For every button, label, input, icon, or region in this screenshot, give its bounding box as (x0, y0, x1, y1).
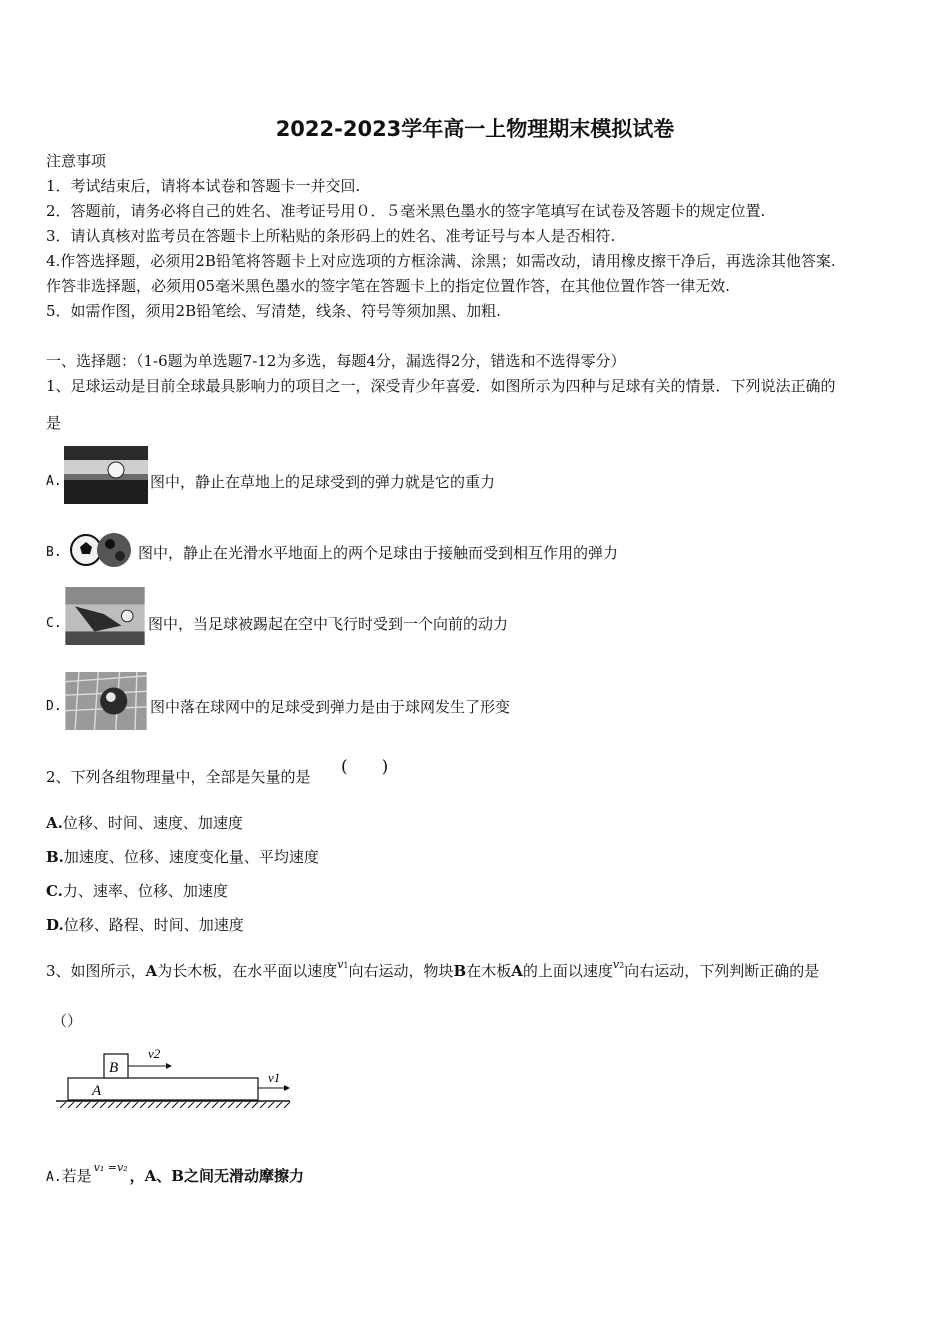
option-text: ，A、B之间无滑动摩擦力 (129, 1167, 304, 1185)
symbol-v2 (613, 954, 624, 972)
symbol-a: A (145, 962, 158, 980)
board-block-diagram (56, 1044, 292, 1112)
stem-text: 的上面以速度 (522, 962, 613, 980)
q3-stem (46, 958, 820, 984)
option-text: 图中，静止在草地上的足球受到的弹力就是它的重力 (150, 473, 496, 491)
q2-option-d (46, 915, 244, 935)
option-letter: A. (46, 474, 62, 489)
v-subscript: 2 (619, 961, 625, 970)
option-text: 加速度、位移、速度变化量、平均速度 (63, 848, 319, 866)
q2-option-b (46, 847, 319, 867)
stem-text: 为长木板，在水平面以速度 (157, 962, 338, 980)
notice-item: 4.作答选择题，必须用2B铅笔将答题卡上对应选项的方框涂满、涂黑；如需改动，请用橡皮擦干净后，再选涂其他答案. (46, 252, 836, 270)
arrow-head-icon (166, 1063, 172, 1069)
answer-bracket: （） (52, 1012, 83, 1030)
option-letter: D. (46, 699, 62, 714)
equation: v₁ =v₂ (93, 1161, 128, 1174)
option-text: 图中，静止在光滑水平地面上的两个足球由于接触而受到相互作用的弹力 (138, 544, 619, 562)
symbol-v1 (337, 954, 348, 972)
notice-heading: 注意事项 (46, 152, 107, 170)
option-letter: B. (46, 545, 62, 560)
v-symbol: v (612, 958, 620, 971)
v-subscript: 1 (343, 961, 349, 970)
page-title: 2022-2023学年高一上物理期末模拟试卷 (275, 117, 675, 141)
option-text: 图中落在球网中的足球受到弹力是由于球网发生了形变 (150, 698, 511, 716)
stem-text: 在木板 (466, 962, 512, 980)
option-letter: C. (46, 616, 62, 631)
q2-option-c (46, 881, 228, 901)
stem-text: 3、如图所示， (46, 962, 146, 980)
option-letter: A. (46, 1170, 62, 1185)
notice-item: 2．答题前，请务必将自己的姓名、准考证号用０．５毫米黑色墨水的签字笔填写在试卷及答题卡的规定位置. (46, 202, 766, 220)
symbol-b: B (453, 962, 467, 980)
option-text: 力、速率、位移、加速度 (62, 882, 228, 900)
notice-item: 5．如需作图，须用2B铅笔绘、写清楚，线条、符号等须加黑、加粗. (46, 302, 501, 320)
option-text: 位移、时间、速度、加速度 (62, 814, 243, 832)
v-symbol: v (337, 958, 344, 971)
q1-stem: 1、足球运动是目前全球最具影响力的项目之一，深受青少年喜爱．如图所示为四种与足球有关的情景．下列说法正确的 (46, 377, 836, 395)
option-text: 图中，当足球被踢起在空中飞行时受到一个向前的动力 (148, 615, 509, 633)
stem-text: 向右运动，物块 (348, 962, 454, 980)
kicked-football-photo (64, 587, 146, 645)
option-letter: A. (46, 814, 63, 832)
notice-item: 作答非选择题，必须用05毫米黑色墨水的签字笔在答题卡上的指定位置作答，在其他位置作答一律无效. (46, 277, 730, 295)
section-heading: 一、选择题：（1-6题为单选题7-12为多选，每题4分，漏选得2分，错选和不选得零分） (46, 352, 626, 370)
two-footballs-photo (64, 524, 136, 582)
q3-option-a (46, 1161, 304, 1188)
symbol-a: A (511, 962, 523, 980)
stem-text: 向右运动，下列判断正确的是 (624, 962, 820, 980)
label-b: B (109, 1060, 119, 1076)
notice-item: 1．考试结束后，请将本试卷和答题卡一并交回. (46, 177, 361, 195)
label-v2: v2 (148, 1046, 161, 1061)
label-v1: v1 (268, 1070, 281, 1085)
q2-option-a (46, 813, 243, 833)
q2-stem: 2、下列各组物理量中，全部是矢量的是 (46, 768, 311, 786)
football-in-net-photo (64, 672, 148, 730)
notice-item: 3．请认真核对监考员在答题卡上所粘贴的条形码上的姓名、准考证号与本人是否相符. (46, 227, 616, 245)
label-a: A (92, 1083, 102, 1099)
grass-football-photo (64, 446, 148, 504)
q1-stem-cont: 是 (46, 414, 62, 432)
option-text: 若是 (61, 1167, 92, 1185)
ground-hatching (60, 1102, 290, 1108)
option-text: 位移、路程、时间、加速度 (63, 916, 244, 934)
answer-bracket: ( ) (341, 757, 389, 777)
option-letter: C. (46, 882, 63, 900)
option-letter: B. (46, 848, 64, 866)
option-letter: D. (46, 916, 64, 934)
arrow-head-icon (284, 1085, 290, 1091)
